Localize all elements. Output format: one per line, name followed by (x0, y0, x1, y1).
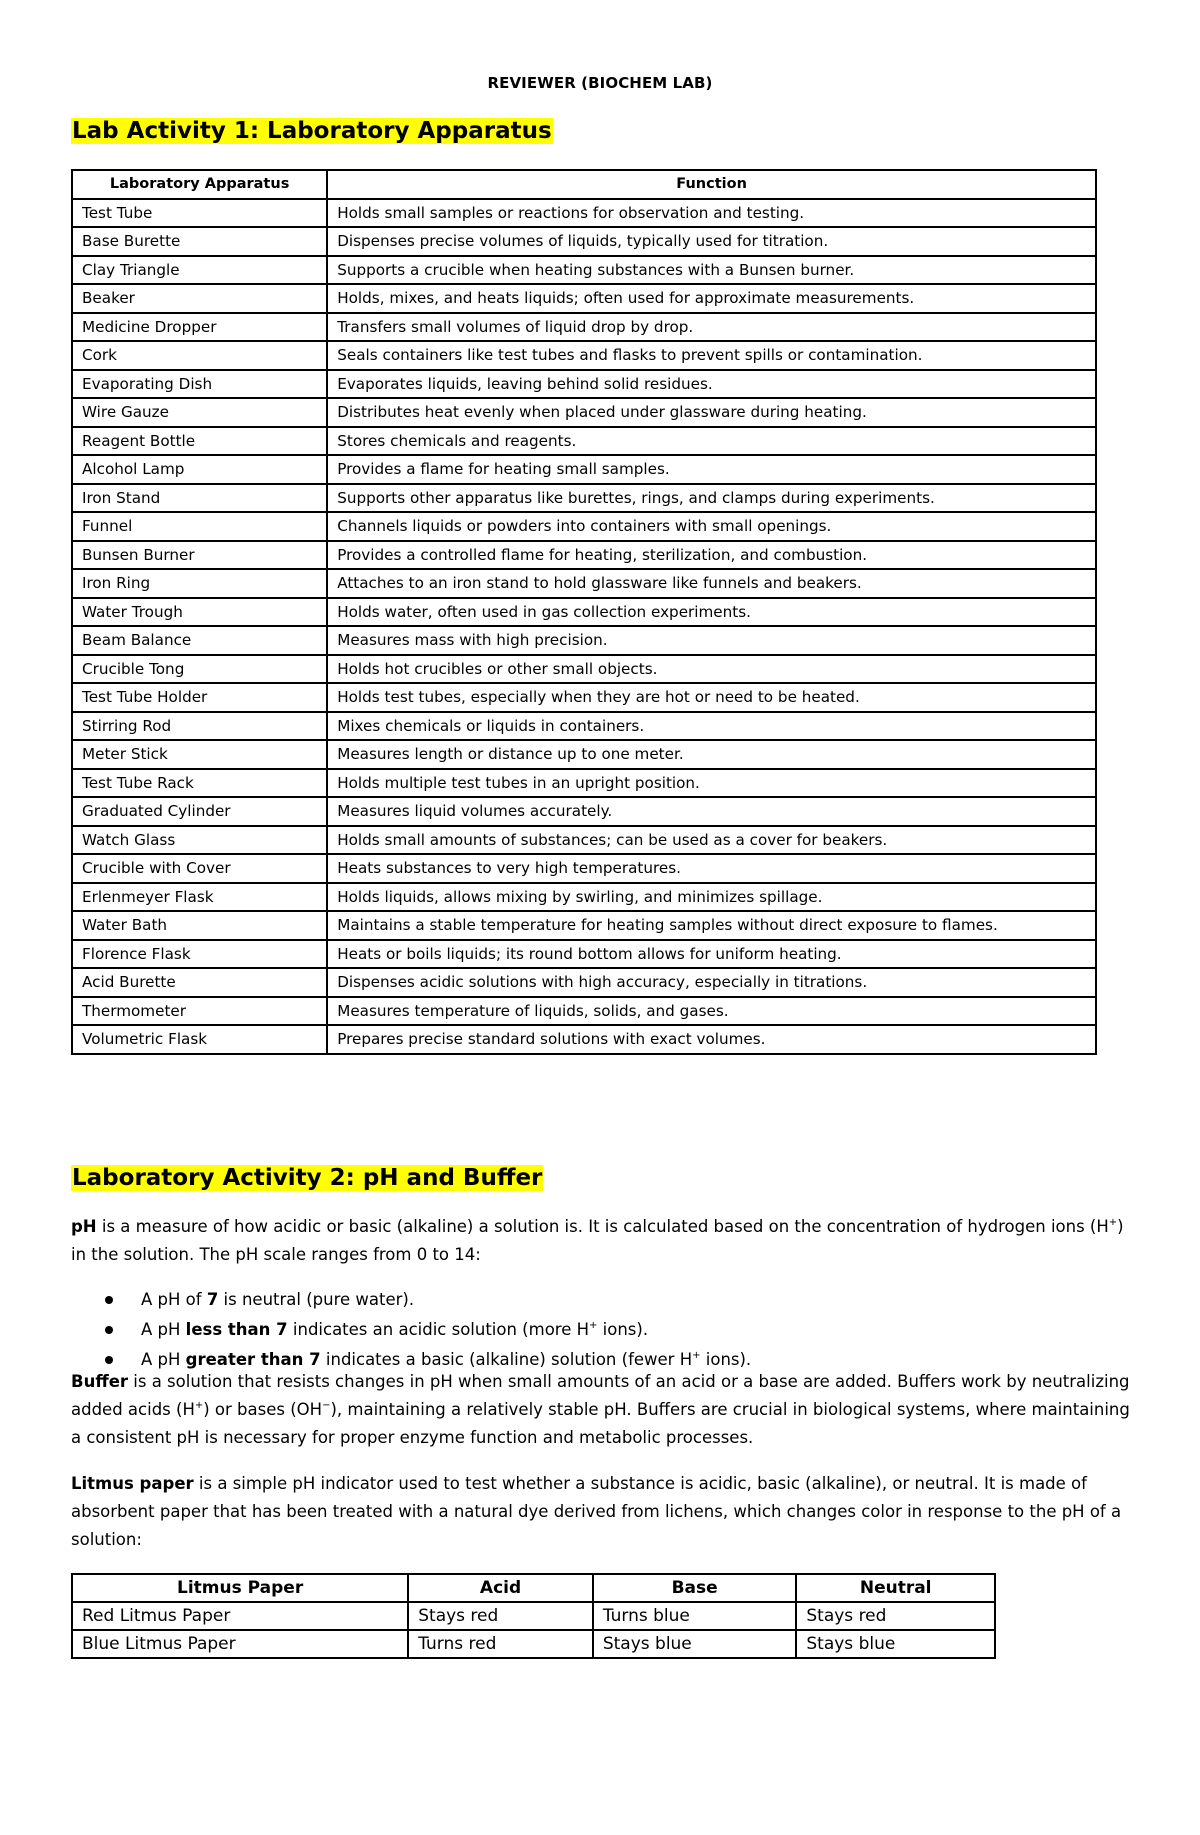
buffer-definition-paragraph (71, 1368, 1141, 1452)
superscript: + (1108, 1216, 1118, 1228)
function-cell: Heats or boils liquids; its round bottom allows for uniform heating. (327, 940, 1096, 969)
function-cell: Measures length or distance up to one meter. (327, 740, 1096, 769)
bullet-icon (105, 1326, 113, 1334)
apparatus-name-cell: Test Tube Rack (72, 769, 327, 798)
heading-highlight: Lab Activity 1: Laboratory Apparatus (72, 118, 552, 144)
apparatus-name-cell: Thermometer (72, 997, 327, 1026)
apparatus-name-cell: Cork (72, 341, 327, 370)
table-row (72, 455, 1096, 484)
bullet-text: indicates a basic (alkaline) solution (fewer H (320, 1350, 693, 1369)
table-row (72, 427, 1096, 456)
table-row (72, 968, 1096, 997)
table-header-row (72, 170, 1096, 199)
superscript: − (322, 1399, 331, 1411)
paragraph-text: is a solution that resists changes in pH when small amounts of an acid or a base are added. Buffers work by neutralizing added acids (H (71, 1372, 1130, 1419)
table-row (72, 1025, 1096, 1054)
function-cell: Holds small amounts of substances; can be used as a cover for beakers. (327, 826, 1096, 855)
apparatus-name-cell: Water Trough (72, 598, 327, 627)
function-cell: Seals containers like test tubes and flasks to prevent spills or contamination. (327, 341, 1096, 370)
table-row (72, 769, 1096, 798)
table-row (72, 655, 1096, 684)
function-cell: Holds hot crucibles or other small objects. (327, 655, 1096, 684)
litmus-table (71, 1573, 996, 1659)
apparatus-name-cell: Volumetric Flask (72, 1025, 327, 1054)
litmus-definition-paragraph (71, 1470, 1141, 1554)
bullet-text: indicates an acidic solution (more H (287, 1320, 590, 1339)
apparatus-name-cell: Reagent Bottle (72, 427, 327, 456)
acid-cell: Turns red (408, 1630, 593, 1658)
function-cell: Measures mass with high precision. (327, 626, 1096, 655)
term-ph: pH (71, 1217, 97, 1236)
bullet-bold: less than 7 (185, 1320, 288, 1339)
section-heading-activity-2 (71, 1163, 543, 1193)
superscript: + (194, 1399, 204, 1411)
paragraph-text: ) or bases (OH (203, 1400, 323, 1419)
apparatus-name-cell: Iron Stand (72, 484, 327, 513)
bullet-text: A pH (141, 1320, 186, 1339)
apparatus-name-cell: Water Bath (72, 911, 327, 940)
function-cell: Evaporates liquids, leaving behind solid residues. (327, 370, 1096, 399)
table-row (72, 854, 1096, 883)
apparatus-name-cell: Wire Gauze (72, 398, 327, 427)
function-cell: Provides a flame for heating small samples. (327, 455, 1096, 484)
table-row (72, 512, 1096, 541)
apparatus-name-cell: Iron Ring (72, 569, 327, 598)
table-row (72, 569, 1096, 598)
apparatus-name-cell: Alcohol Lamp (72, 455, 327, 484)
column-header-neutral: Neutral (796, 1574, 995, 1602)
list-item (71, 1315, 751, 1345)
table-row (72, 826, 1096, 855)
function-cell: Measures temperature of liquids, solids, and gases. (327, 997, 1096, 1026)
function-cell: Distributes heat evenly when placed under glassware during heating. (327, 398, 1096, 427)
apparatus-name-cell: Crucible Tong (72, 655, 327, 684)
ph-definition-paragraph (71, 1213, 1141, 1269)
apparatus-name-cell: Watch Glass (72, 826, 327, 855)
apparatus-name-cell: Base Burette (72, 227, 327, 256)
litmus-paper-cell: Red Litmus Paper (72, 1602, 408, 1630)
function-cell: Maintains a stable temperature for heating samples without direct exposure to flames. (327, 911, 1096, 940)
function-cell: Measures liquid volumes accurately. (327, 797, 1096, 826)
paragraph-text: ) in the solution. The pH scale ranges from 0 to 14: (71, 1217, 1124, 1264)
table-row (72, 1602, 995, 1630)
apparatus-name-cell: Funnel (72, 512, 327, 541)
list-item (71, 1285, 751, 1315)
table-row (72, 683, 1096, 712)
function-cell: Prepares precise standard solutions with exact volumes. (327, 1025, 1096, 1054)
acid-cell: Stays red (408, 1602, 593, 1630)
table-row (72, 911, 1096, 940)
function-cell: Holds small samples or reactions for observation and testing. (327, 199, 1096, 228)
apparatus-name-cell: Evaporating Dish (72, 370, 327, 399)
table-row (72, 940, 1096, 969)
function-cell: Provides a controlled flame for heating, sterilization, and combustion. (327, 541, 1096, 570)
apparatus-name-cell: Beam Balance (72, 626, 327, 655)
table-row (72, 997, 1096, 1026)
table-row (72, 484, 1096, 513)
base-cell: Turns blue (593, 1602, 797, 1630)
apparatus-name-cell: Acid Burette (72, 968, 327, 997)
document-title: REVIEWER (BIOCHEM LAB) (487, 74, 713, 92)
apparatus-name-cell: Florence Flask (72, 940, 327, 969)
function-cell: Attaches to an iron stand to hold glassware like funnels and beakers. (327, 569, 1096, 598)
base-cell: Stays blue (593, 1630, 797, 1658)
table-row (72, 199, 1096, 228)
function-cell: Holds liquids, allows mixing by swirling, and minimizes spillage. (327, 883, 1096, 912)
table-row (72, 712, 1096, 741)
table-row (72, 398, 1096, 427)
column-header-function: Function (327, 170, 1096, 199)
function-cell: Supports other apparatus like burettes, rings, and clamps during experiments. (327, 484, 1096, 513)
apparatus-name-cell: Bunsen Burner (72, 541, 327, 570)
table-row (72, 256, 1096, 285)
bullet-text: A pH of (141, 1290, 207, 1309)
apparatus-name-cell: Medicine Dropper (72, 313, 327, 342)
table-row (72, 626, 1096, 655)
apparatus-name-cell: Clay Triangle (72, 256, 327, 285)
function-cell: Holds water, often used in gas collection experiments. (327, 598, 1096, 627)
table-row (72, 541, 1096, 570)
litmus-paper-cell: Blue Litmus Paper (72, 1630, 408, 1658)
bullet-bold: 7 (206, 1290, 219, 1309)
table-row (72, 313, 1096, 342)
column-header-base: Base (593, 1574, 797, 1602)
apparatus-name-cell: Crucible with Cover (72, 854, 327, 883)
apparatus-name-cell: Graduated Cylinder (72, 797, 327, 826)
function-cell: Dispenses precise volumes of liquids, typically used for titration. (327, 227, 1096, 256)
table-row (72, 598, 1096, 627)
bullet-text: ions). (700, 1350, 752, 1369)
bullet-icon (105, 1296, 113, 1304)
term-buffer: Buffer (71, 1372, 129, 1391)
function-cell: Supports a crucible when heating substances with a Bunsen burner. (327, 256, 1096, 285)
apparatus-name-cell: Meter Stick (72, 740, 327, 769)
apparatus-name-cell: Beaker (72, 284, 327, 313)
function-cell: Holds, mixes, and heats liquids; often used for approximate measurements. (327, 284, 1096, 313)
function-cell: Holds test tubes, especially when they are hot or need to be heated. (327, 683, 1096, 712)
ph-scale-list (71, 1285, 751, 1375)
heading-highlight: Laboratory Activity 2: pH and Buffer (72, 1165, 543, 1191)
function-cell: Stores chemicals and reagents. (327, 427, 1096, 456)
bullet-text: is neutral (pure water). (218, 1290, 415, 1309)
bullet-text: ions). (597, 1320, 649, 1339)
function-cell: Mixes chemicals or liquids in containers. (327, 712, 1096, 741)
function-cell: Holds multiple test tubes in an upright position. (327, 769, 1096, 798)
neutral-cell: Stays red (796, 1602, 995, 1630)
superscript: + (692, 1349, 701, 1361)
bullet-text: A pH (141, 1350, 186, 1369)
apparatus-name-cell: Test Tube (72, 199, 327, 228)
table-row (72, 370, 1096, 399)
function-cell: Dispenses acidic solutions with high accuracy, especially in titrations. (327, 968, 1096, 997)
paragraph-text: is a measure of how acidic or basic (alkaline) a solution is. It is calculated based on the concentration of hydrogen ions (H (96, 1217, 1109, 1236)
apparatus-name-cell: Test Tube Holder (72, 683, 327, 712)
table-row (72, 1630, 995, 1658)
function-cell: Channels liquids or powders into containers with small openings. (327, 512, 1096, 541)
column-header-apparatus: Laboratory Apparatus (72, 170, 327, 199)
paragraph-text: ), maintaining a relatively stable pH. Buffers are crucial in biological systems, where maintaining a consistent pH is necessary for proper enzyme function and metabolic processes. (71, 1400, 1130, 1447)
bullet-bold: greater than 7 (185, 1350, 321, 1369)
table-header-row (72, 1574, 995, 1602)
table-row (72, 797, 1096, 826)
column-header-litmus-paper: Litmus Paper (72, 1574, 408, 1602)
apparatus-name-cell: Erlenmeyer Flask (72, 883, 327, 912)
neutral-cell: Stays blue (796, 1630, 995, 1658)
table-row (72, 883, 1096, 912)
function-cell: Heats substances to very high temperatures. (327, 854, 1096, 883)
function-cell: Transfers small volumes of liquid drop by drop. (327, 313, 1096, 342)
apparatus-table (71, 169, 1097, 1055)
table-row (72, 227, 1096, 256)
table-row (72, 740, 1096, 769)
apparatus-name-cell: Stirring Rod (72, 712, 327, 741)
column-header-acid: Acid (408, 1574, 593, 1602)
table-row (72, 284, 1096, 313)
paragraph-text: is a simple pH indicator used to test whether a substance is acidic, basic (alkaline), or neutral. It is made of absorbent paper that has been treated with a natural dye derived from lichens, which changes color in response to the pH of a solution: (71, 1474, 1122, 1549)
table-row (72, 341, 1096, 370)
section-heading-activity-1 (71, 116, 553, 146)
term-litmus-paper: Litmus paper (71, 1474, 194, 1493)
superscript: + (589, 1319, 598, 1331)
bullet-icon (105, 1356, 113, 1364)
